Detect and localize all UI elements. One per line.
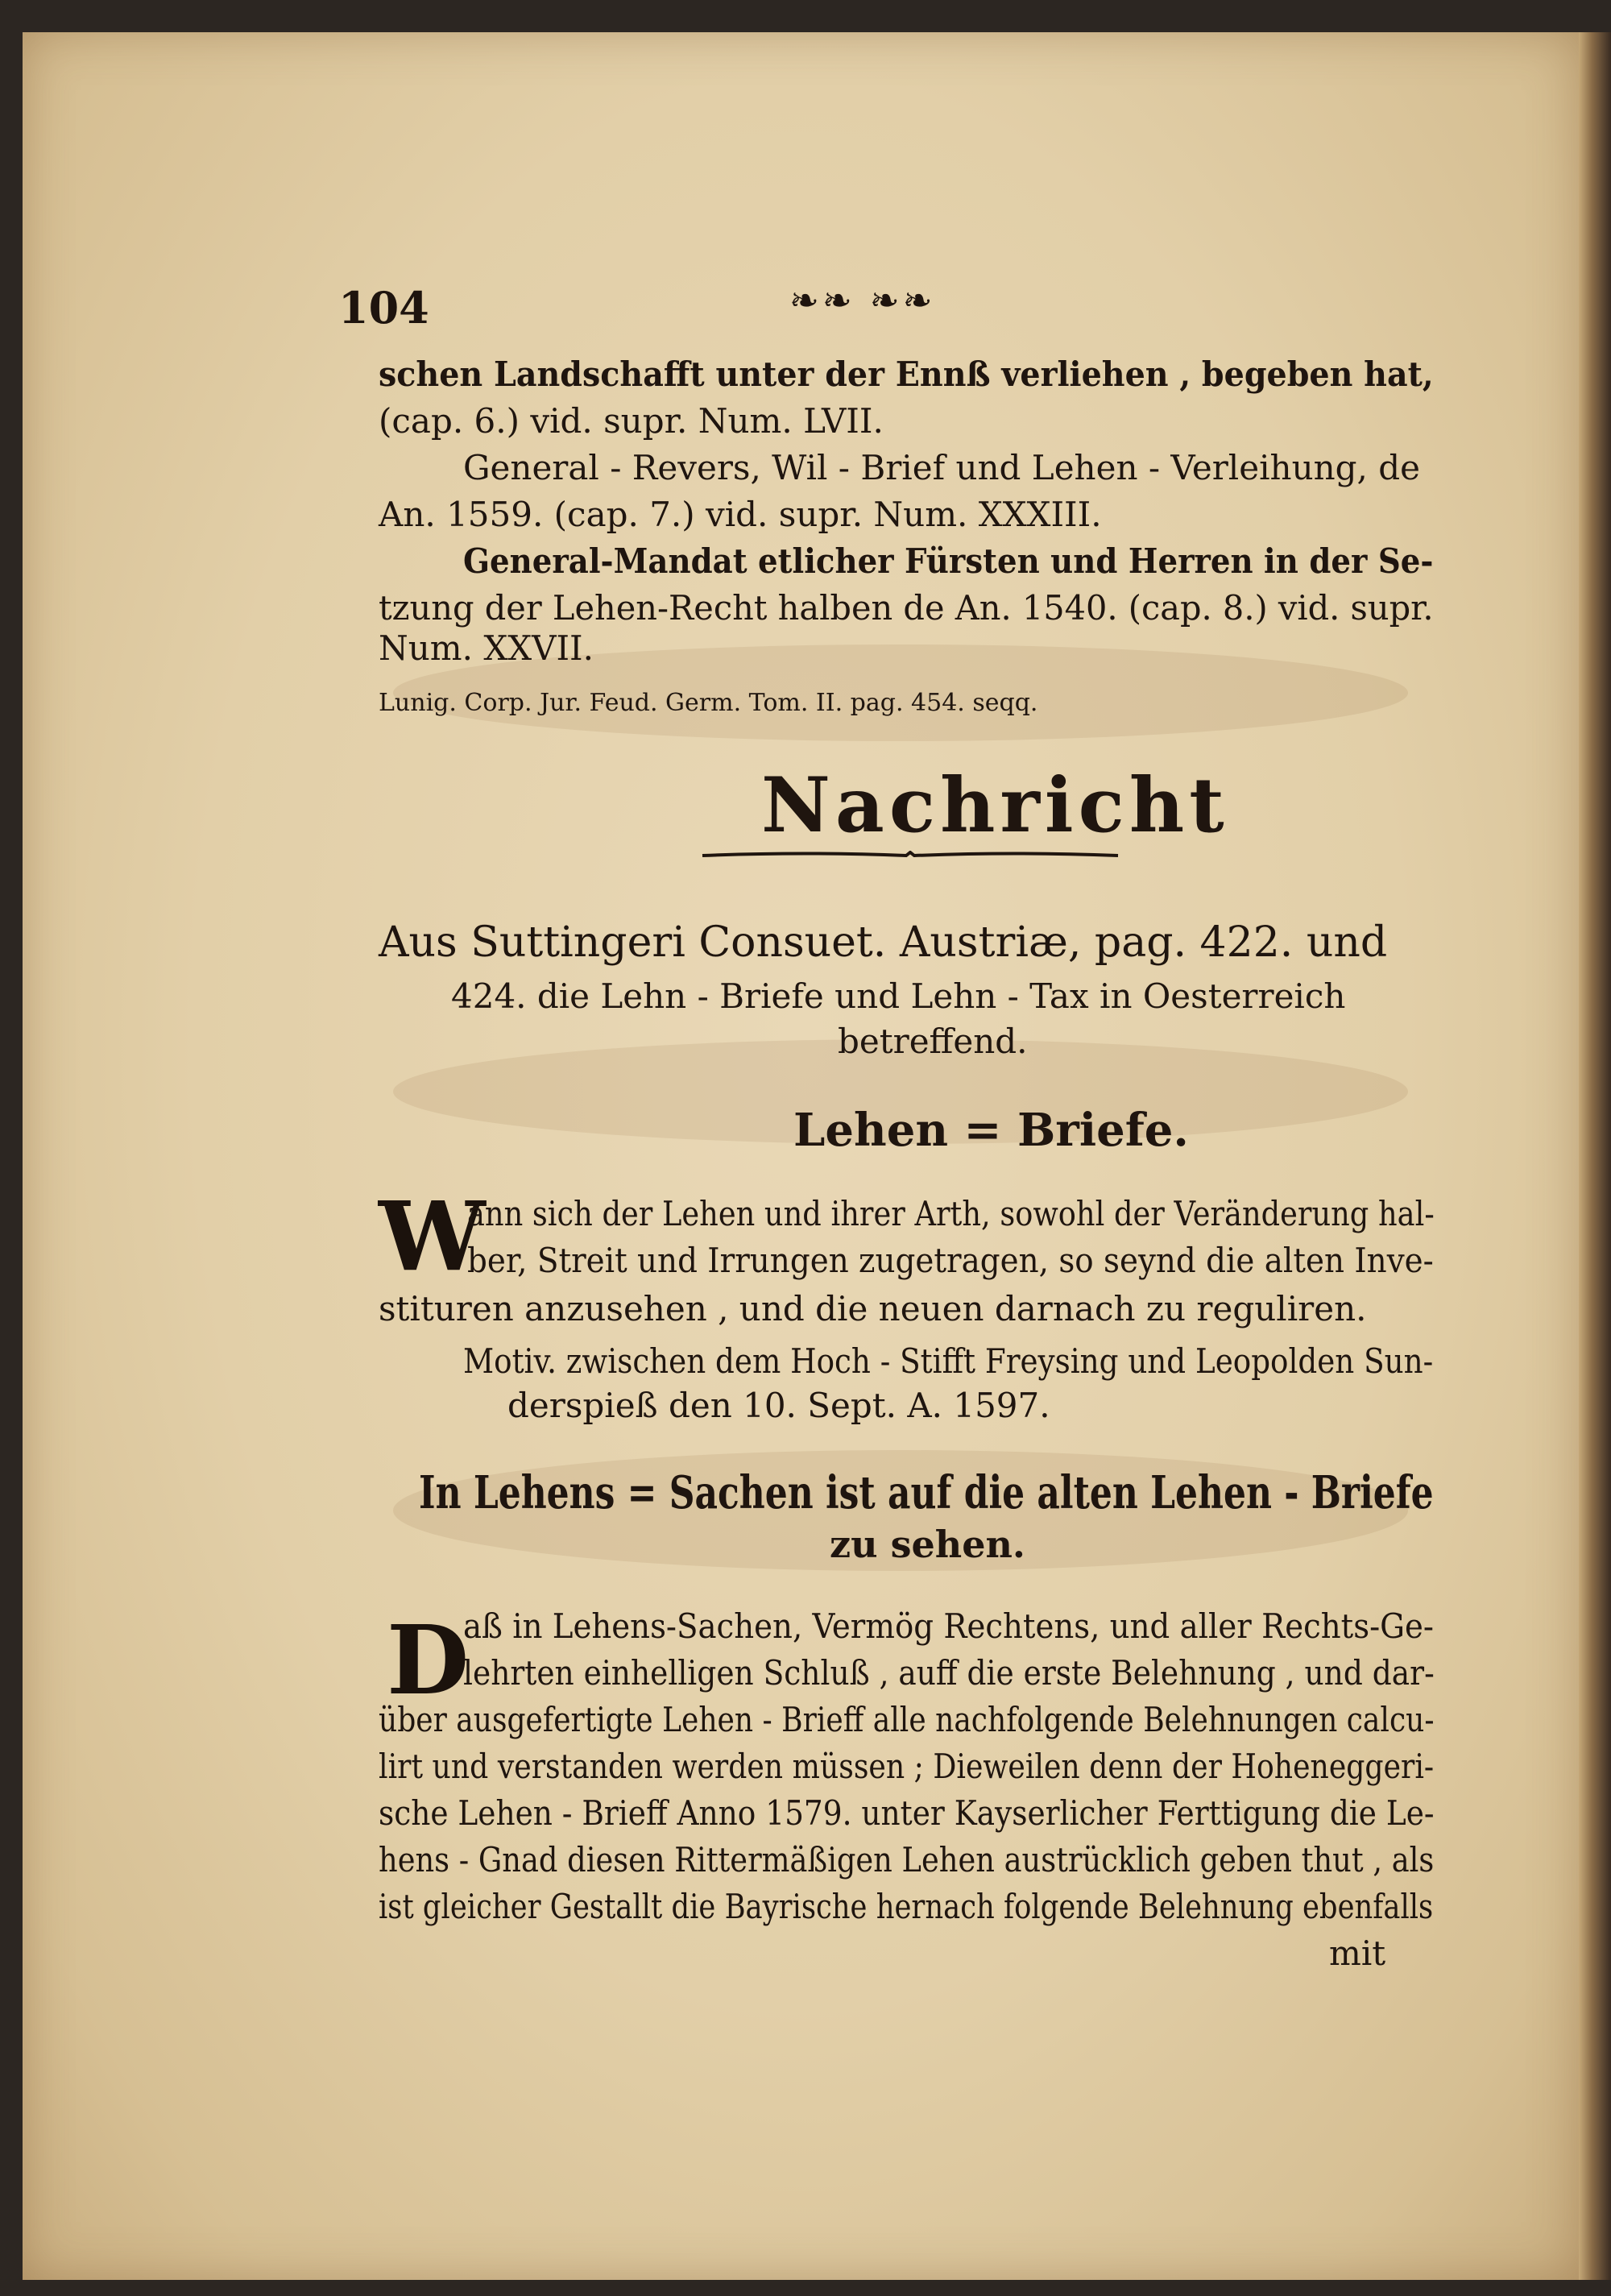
intro-line: tzung der Lehen-Recht halben de An. 1540. (cap. 8.) vid. supr.: [379, 588, 1434, 628]
body-line: ber, Streit und Irrungen zugetragen, so seynd die alten Inve-: [467, 1241, 1434, 1280]
section-heading: zu sehen.: [830, 1523, 1025, 1566]
section-heading: In Lehens = Sachen ist auf die alten Lehen - Briefe: [419, 1466, 1434, 1519]
section-title: Nachricht: [761, 761, 1229, 850]
body-line: ist gleicher Gestallt die Bayrische hernach folgende Belehnung ebenfalls: [379, 1887, 1434, 1926]
intro-line: schen Landschafft unter der Ennß verliehen , begeben hat,: [379, 354, 1434, 394]
header-ornament-icon: ❧❧ ❧❧: [789, 280, 936, 321]
intro-line: Num. XXVII.: [379, 628, 594, 668]
motiv-line: Motiv. zwischen dem Hoch - Stifft Freysing und Leopolden Sun-: [463, 1341, 1434, 1381]
nachricht-subtitle: 424. die Lehn - Briefe und Lehn - Tax in Oesterreich: [451, 976, 1346, 1016]
section-heading: Lehen = Briefe.: [793, 1104, 1189, 1157]
nachricht-subtitle: Aus Suttingeri Consuet. Austriæ, pag. 422. und: [379, 918, 1388, 967]
initial-letter: D: [387, 1604, 470, 1716]
body-line: lehrten einhelligen Schluß , auff die erste Belehnung , und dar-: [463, 1653, 1435, 1693]
body-line: sche Lehen - Brieff Anno 1579. unter Kayserlicher Ferttigung die Le-: [379, 1793, 1435, 1833]
decorative-rule: [701, 851, 1120, 859]
intro-line: (cap. 6.) vid. supr. Num. LVII.: [379, 401, 884, 441]
body-line: hens - Gnad diesen Rittermäßigen Lehen austrücklich geben thut , als: [379, 1840, 1435, 1879]
body-line: stituren anzusehen , und die neuen darnach zu reguliren.: [379, 1289, 1367, 1328]
body-line: lirt und verstanden werden müssen ; Dieweilen denn der Hoheneggeri-: [379, 1747, 1435, 1786]
body-line: aß in Lehens-Sachen, Vermög Rechtens, und aller Rechts-Ge-: [463, 1606, 1434, 1646]
nachricht-subtitle: betreffend.: [838, 1022, 1028, 1061]
page-number: 104: [338, 282, 429, 334]
motiv-line: derspieß den 10. Sept. A. 1597.: [507, 1386, 1050, 1425]
catchword: mit: [1329, 1933, 1386, 1973]
intro-line: General - Revers, Wil - Brief und Lehen - Verleihung, de: [463, 448, 1420, 487]
citation: Lunig. Corp. Jur. Feud. Germ. Tom. II. pag. 454. seqq.: [379, 689, 1038, 717]
body-line: über ausgefertigte Lehen - Brieff alle nachfolgende Belehnungen calcu-: [379, 1700, 1435, 1739]
book-spine: [1579, 32, 1611, 2280]
intro-line: An. 1559. (cap. 7.) vid. supr. Num. XXXIII.: [379, 495, 1102, 534]
initial-letter: W: [379, 1180, 486, 1292]
intro-line: General-Mandat etlicher Fürsten und Herren in der Se-: [463, 541, 1434, 581]
page-header: [338, 282, 1047, 338]
body-line: ann sich der Lehen und ihrer Arth, sowohl der Veränderung hal-: [467, 1194, 1435, 1233]
